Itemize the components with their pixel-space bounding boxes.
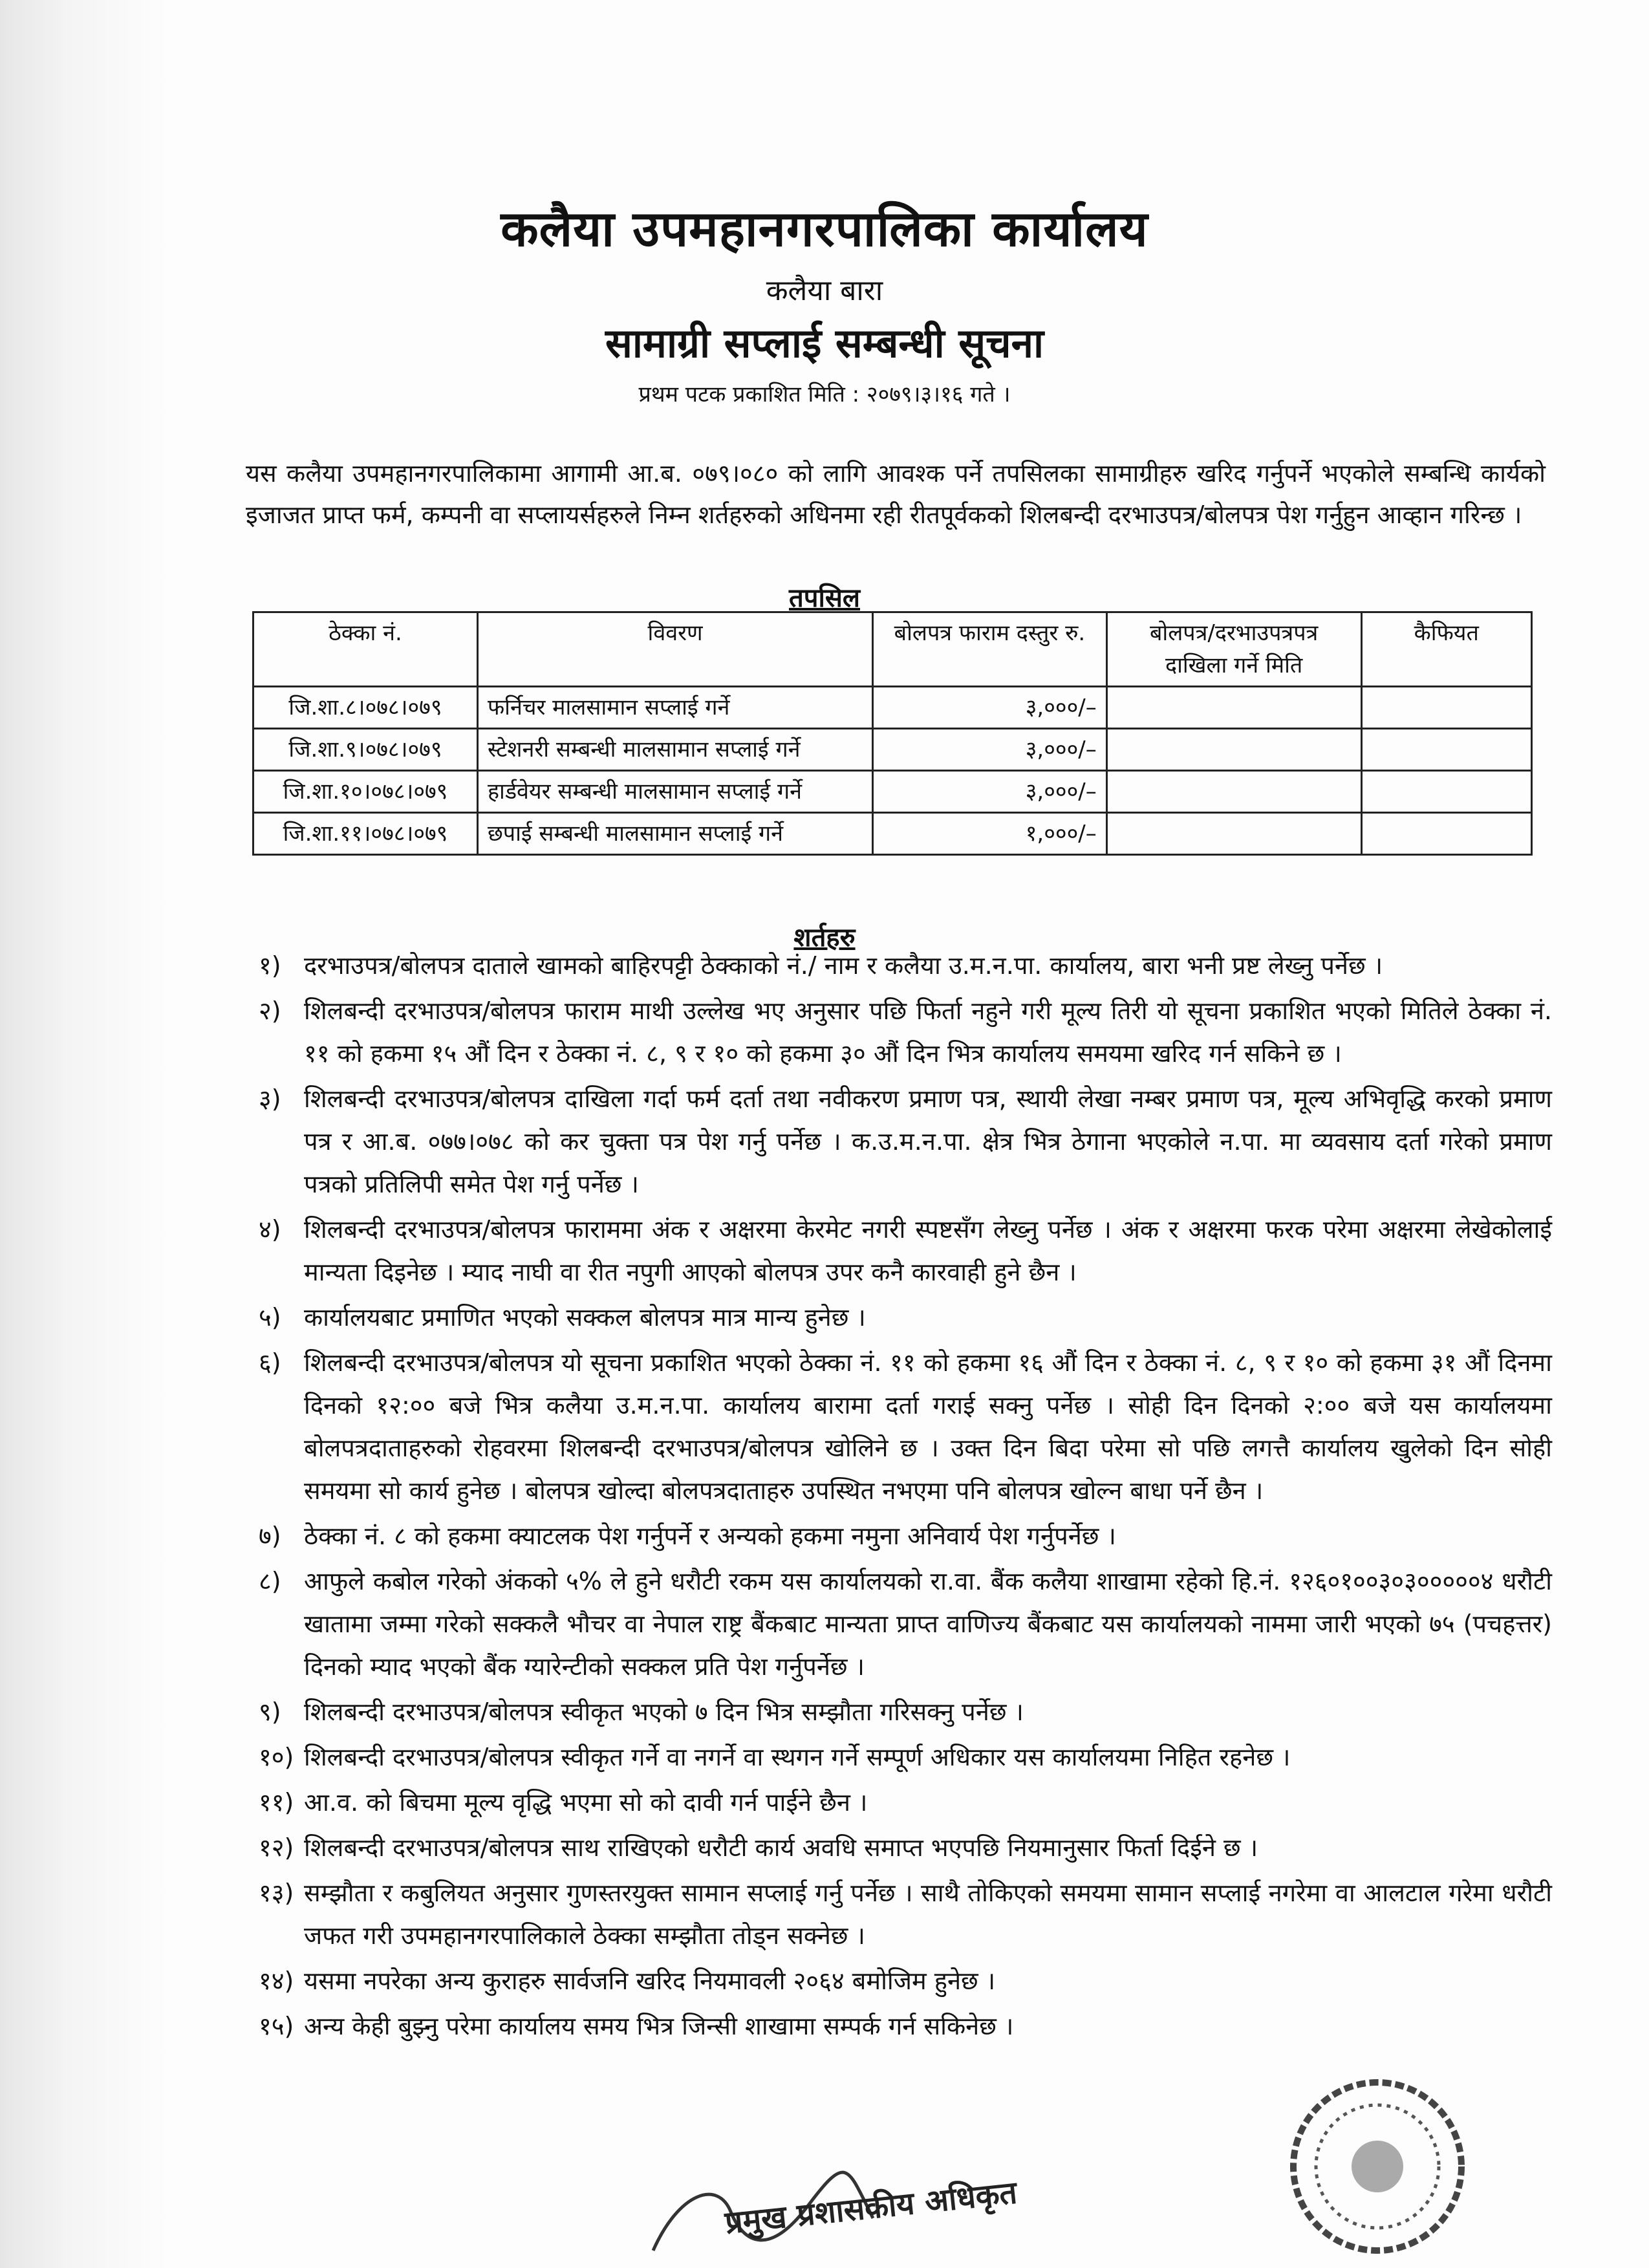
office-title: कलैया उपमहानगरपालिका कार्यालय [501,200,1148,257]
tender-table [252,611,1533,856]
condition-number: ९) [259,1698,281,1726]
table-row [253,771,1532,813]
cell-fee: १,०००/– [873,813,1107,855]
condition-item [259,1341,1552,1512]
cell-description: हार्डवेयर सम्बन्धी मालसामान सप्लाई गर्ने [477,771,872,813]
condition-item [259,1872,1552,1957]
condition-text: शिलबन्दी दरभाउपत्र/बोलपत्र यो सूचना प्रकाशित भएको ठेक्का नं. ११ को हकमा १६ औं दिन र ठेक्का नं. ८, ९ र १० को हकमा ३१ औं दिनमा दिनको १२:०० बजे भित्र कलैया उ.म.न.पा. कार्यालय बारामा दर्ता गराई सक्नु पर्नेछ । सोही दिन दिनको २:०० बजे यस कार्यालयमा बोलपत्रदाताहरुको रोहवरमा शिलबन्दी दरभाउपत्र/बोलपत्र खोलिने छ । उक्त दिन बिदा परेमा सो पछि लगत्तै कार्यालय खुलेको दिन सोही समयमा सो कार्य हुनेछ । बोलपत्र खोल्दा बोलपत्रदाताहरु उपस्थित नभएमा पनि बोलपत्र खोल्न बाधा पर्ने छैन । [304,1348,1552,1505]
intro-paragraph: यस कलैया उपमहानगरपालिकामा आगामी आ.ब. ०७९।०८० को लागि आवश्क पर्ने तपसिलका सामाग्रीहरु खरिद गर्नुपर्ने भएकोले सम्बन्धि कार्यको इजाजत प्राप्त फर्म, कम्पनी वा सप्लायर्सहरुले निम्न शर्तहरुको अधिनमा रही रीतपूर्वकको शिलबन्दी दरभाउपत्र/बोलपत्र पेश गर्नुहुन आव्हान गरिन्छ । [246,459,1546,529]
table-caption: तपसिल [788,583,861,613]
condition-text: सम्झौता र कबुलियत अनुसार गुणस्तरयुक्त सामान सप्लाई गर्नु पर्नेछ । साथै तोकिएको समयमा सामान सप्लाई नगरेमा वा आलटाल गरेमा धरौटी जफत गरी उपमहानगरपालिकाले ठेक्का सम्झौता तोड्न सक्नेछ । [304,1879,1552,1950]
cell-fee: ३,०००/– [873,771,1107,813]
condition-item [259,989,1552,1075]
condition-number: ६) [259,1348,281,1377]
cell-fee: ३,०००/– [873,687,1107,729]
condition-text: दरभाउपत्र/बोलपत्र दाताले खामको बाहिरपट्टी ठेक्काको नं./ नाम र कलैया उ.म.न.पा. कार्यालय, बारा भनी प्रष्ट लेख्नु पर्नेछ । [304,951,1383,980]
condition-number: ५) [259,1303,281,1332]
condition-text: यसमा नपरेका अन्य कुराहरु सार्वजनि खरिद नियमावली २०६४ बमोजिम हुनेछ । [304,1967,996,1995]
header-submission-date: बोलपत्र/दरभाउपत्रपत्र दाखिला गर्ने मिति [1106,612,1361,687]
publication-date: प्रथम पटक प्रकाशित मिति : २०७९।३।१६ गते । [638,382,1011,407]
condition-number: १४) [259,1967,294,1995]
condition-number: ११) [259,1788,294,1817]
condition-item [259,1208,1552,1293]
table-row [253,729,1532,771]
condition-number: ७) [259,1522,281,1550]
condition-item [259,1515,1552,1557]
condition-item [259,1296,1552,1339]
condition-number: २) [259,997,281,1025]
table-row [253,813,1532,855]
condition-item [259,1077,1552,1205]
signatory-title: प्रमुख प्रशासकीय अधिकृत [723,2174,1019,2241]
cell-fee: ३,०००/– [873,729,1107,771]
cell-remarks [1361,729,1531,771]
condition-text: ठेक्का नं. ८ को हकमा क्याटलक पेश गर्नुपर्ने र अन्यको हकमा नमुना अनिवार्य पेश गर्नुपर्नेछ । [304,1522,1116,1550]
condition-text: अन्य केही बुझ्नु परेमा कार्यालय समय भित्र जिन्सी शाखामा सम्पर्क गर्न सकिनेछ । [304,2012,1014,2040]
header-remarks: कैफियत [1361,612,1531,687]
condition-number: १०) [259,1743,294,1771]
document-header [0,194,1649,408]
cell-description: फर्निचर मालसामान सप्लाई गर्ने [477,687,872,729]
office-location: कलैया बारा [766,274,883,307]
cell-contract-no: जि.शा.११।०७८।०७९ [253,813,478,855]
condition-item [259,1960,1552,2002]
cell-remarks [1361,687,1531,729]
condition-text: आफुले कबोल गरेको अंकको ५% ले हुने धरौटी रकम यस कार्यालयको रा.वा. बैंक कलैया शाखामा रहेको हि.नं. १२६०१००३०३०००००४ धरौटी खातामा जम्मा गरेको सक्कलै भौचर वा नेपाल राष्ट्र बैंकबाट मान्यता प्राप्त वाणिज्य बैंकबाट यस कार्यालयको नाममा जारी भएको ७५ (पचहत्तर) दिनको म्याद भएको बैंक ग्यारेन्टीको सक्कल प्रति पेश गर्नुपर्नेछ । [304,1567,1552,1681]
condition-text: शिलबन्दी दरभाउपत्र/बोलपत्र स्वीकृत भएको ७ दिन भित्र सम्झौता गरिसक्नु पर्नेछ । [304,1698,1024,1726]
condition-number: ३) [259,1085,281,1113]
condition-text: कार्यालयबाट प्रमाणित भएको सक्कल बोलपत्र मात्र मान्य हुनेछ । [304,1303,866,1332]
condition-number: १२) [259,1833,294,1862]
cell-remarks [1361,813,1531,855]
cell-description: स्टेशनरी सम्बन्धी मालसामान सप्लाई गर्ने [477,729,872,771]
condition-number: १३) [259,1879,294,1907]
cell-contract-no: जि.शा.१०।०७८।०७९ [253,771,478,813]
cell-contract-no: जि.शा.९।०७८।०७९ [253,729,478,771]
office-seal-stamp [1267,2069,1487,2263]
condition-text: शिलबन्दी दरभाउपत्र/बोलपत्र स्वीकृत गर्ने वा नगर्ने वा स्थगन गर्ने सम्पूर्ण अधिकार यस कार्यालयमा निहित रहनेछ । [304,1743,1291,1771]
cell-submission-date [1106,813,1361,855]
condition-text: शिलबन्दी दरभाउपत्र/बोलपत्र साथ राखिएको धरौटी कार्य अवधि समाप्त भएपछि नियमानुसार फिर्ता दिईने छ । [304,1833,1258,1862]
condition-number: ८) [259,1567,281,1595]
condition-item [259,944,1552,987]
header-description: विवरण [477,612,872,687]
condition-number: १५) [259,2012,294,2040]
condition-item [259,1690,1552,1733]
condition-text: शिलबन्दी दरभाउपत्र/बोलपत्र फाराम माथी उल्लेख भए अनुसार पछि फिर्ता नहुने गरी मूल्य तिरी यो सूचना प्रकाशित भएको मितिले ठेक्का नं. ११ को हकमा १५ औं दिन र ठेक्का नं. ८, ९ र १० को हकमा ३० औं दिन भित्र कार्यालय समयमा खरिद गर्न सकिने छ । [304,997,1552,1068]
notice-title: सामाग्री सप्लाई सम्बन्धी सूचना [605,319,1044,367]
condition-item [259,1560,1552,1688]
cell-submission-date [1106,729,1361,771]
table-header-row [253,612,1532,687]
condition-text: आ.व. को बिचमा मूल्य वृद्धि भएमा सो को दावी गर्न पाईने छैन । [304,1788,868,1817]
condition-text: शिलबन्दी दरभाउपत्र/बोलपत्र दाखिला गर्दा फर्म दर्ता तथा नवीकरण प्रमाण पत्र, स्थायी लेखा नम्बर प्रमाण पत्र, मूल्य अभिवृद्धि करको प्रमाण पत्र र आ.ब. ०७७।०७८ को कर चुक्ता पत्र पेश गर्नु पर्नेछ । क.उ.म.न.पा. क्षेत्र भित्र ठेगाना भएकोले न.पा. मा व्यवसाय दर्ता गरेको प्रमाण पत्रको प्रतिलिपी समेत पेश गर्नु पर्नेछ । [304,1085,1552,1198]
cell-description: छपाई सम्बन्धी मालसामान सप्लाई गर्ने [477,813,872,855]
condition-item [259,1736,1552,1778]
cell-remarks [1361,771,1531,813]
condition-number: ४) [259,1215,281,1244]
condition-item [259,2005,1552,2047]
condition-item [259,1826,1552,1869]
condition-text: शिलबन्दी दरभाउपत्र/बोलपत्र फाराममा अंक र अक्षरमा केरमेट नगरी स्पष्टसँग लेख्नु पर्नेछ । अंक र अक्षरमा फरक परेमा अक्षरमा लेखेकोलाई मान्यता दिइनेछ । म्याद नाघी वा रीत नपुगी आएको बोलपत्र उपर कनै कारवाही हुने छैन । [304,1215,1552,1286]
header-fee: बोलपत्र फाराम दस्तुर रु. [873,612,1107,687]
condition-number: १) [259,951,281,980]
conditions-list [259,944,1552,2050]
table-row [253,687,1532,729]
condition-item [259,1781,1552,1824]
header-contract-no: ठेक्का नं. [253,612,478,687]
cell-submission-date [1106,771,1361,813]
conditions-title: शर्तहरु [793,923,856,953]
cell-contract-no: जि.शा.८।०७८।०७९ [253,687,478,729]
cell-submission-date [1106,687,1361,729]
